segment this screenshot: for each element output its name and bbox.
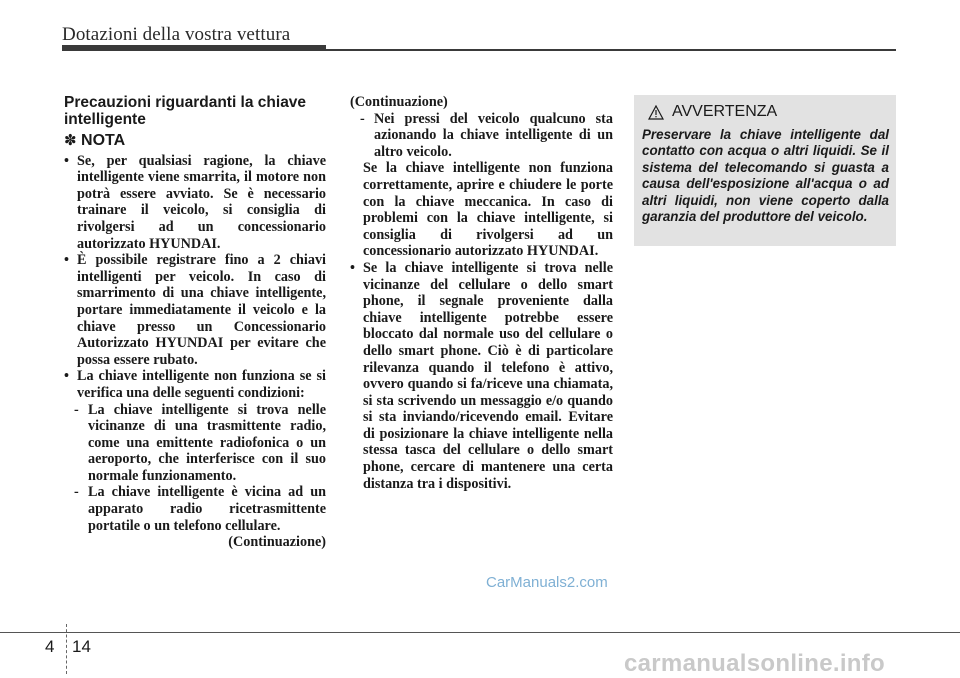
left-column: [64, 94, 326, 551]
watermark-link[interactable]: CarManuals2.com: [486, 574, 608, 591]
footer-rule: [0, 632, 960, 633]
section-heading: Precauzioni riguardanti la chiave intelligente: [64, 94, 307, 128]
header-rule-thick: [62, 45, 326, 51]
warning-box: [634, 95, 896, 246]
nota-label: NOTA: [81, 132, 126, 149]
warning-heading: [648, 103, 777, 121]
dash-mark: -: [360, 110, 365, 127]
continued-label: (Continuazione): [228, 534, 326, 551]
page-number: 14: [72, 637, 91, 656]
nota-star-icon: ✽: [64, 132, 77, 149]
continued-label: (Continuazione): [350, 94, 448, 110]
condition-portable-radio: [64, 484, 326, 534]
middle-column: [350, 94, 613, 492]
footer-divider: [66, 624, 67, 674]
site-watermark: carmanualsonline.info: [624, 650, 886, 677]
header-rule-thin: [326, 49, 896, 51]
dash-mark: -: [74, 484, 79, 501]
condition-text: La chiave intelligente è vicina ad un apparato radio ricetrasmittente portatile o un telefono cellulare.: [88, 484, 326, 534]
nota-heading: [64, 133, 326, 150]
chapter-number: 4: [45, 637, 55, 656]
warning-title: AVVERTENZA: [672, 103, 778, 120]
mechanical-key-paragraph: Se la chiave intelligente non funziona correttamente, aprire e chiudere le porte con la chiave meccanica. In caso di problemi con la chiave intelligente, si consiglia di rivolgersi ad un concessionario autorizzato HYUNDAI.: [363, 160, 613, 260]
warning-triangle-icon: [648, 105, 664, 120]
warning-text: Preservare la chiave intelligente dal contatto con acqua o altri liquidi. Se il sistema del telecomando si guasta a causa dell'esposizione all'acqua o ad altri liquidi, non viene coperto dalla garanzia del produttore del veicolo.: [642, 127, 889, 225]
condition-text: Nei pressi del veicolo qualcuno sta azionando la chiave intelligente di un altro veicolo.: [374, 110, 613, 160]
dash-mark: -: [74, 401, 79, 418]
condition-radio-transmitter: [64, 402, 326, 485]
condition-text: La chiave intelligente si trova nelle vicinanze di una trasmittente radio, come una emittente radiofonica o un aeroporto, che interferisce con il suo normale funzionamento.: [88, 401, 326, 484]
note-bullet-smartphone: • Se la chiave intelligente si trova nelle vicinanze del cellulare o dello smart phone, il segnale proveniente dalla chiave intelligente potrebbe essere bloccato dal normale uso del cellulare o dello smart phone. Ciò è di particolare rilevanza quando il telefono è attivo, ovvero quando si fa/riceve una chiamata, si sta scrivendo un messaggio e/o quando si sta inviando/ricevendo email. Evitare di posizionare la chiave intelligente nella stessa tasca del cellulare o dello smart phone, cercare di mantenere una certa distanza tra i dispositivi.: [350, 260, 613, 492]
condition-other-vehicle: [350, 111, 613, 161]
note-bullet-lost-key: • Se, per qualsiasi ragione, la chiave intelligente viene smarrita, il motore non potrà essere avviato. Se è necessario trainare il veicolo, si consiglia di rivolgersi ad un concessionario autorizzato HYUNDAI.: [64, 153, 326, 253]
note-bullet-register-keys: • È possibile registrare fino a 2 chiavi intelligenti per veicolo. In caso di smarrimento di una chiave intelligente, portare immediatamente il veicolo e la chiave presso un Concessionario Autorizzato HYUNDAI per evitare che possa essere rubato.: [64, 252, 326, 368]
note-bullet-conditions: • La chiave intelligente non funziona se si verifica una delle seguenti condizioni:: [64, 368, 326, 401]
section-header-title: Dotazioni della vostra vettura: [62, 24, 291, 45]
